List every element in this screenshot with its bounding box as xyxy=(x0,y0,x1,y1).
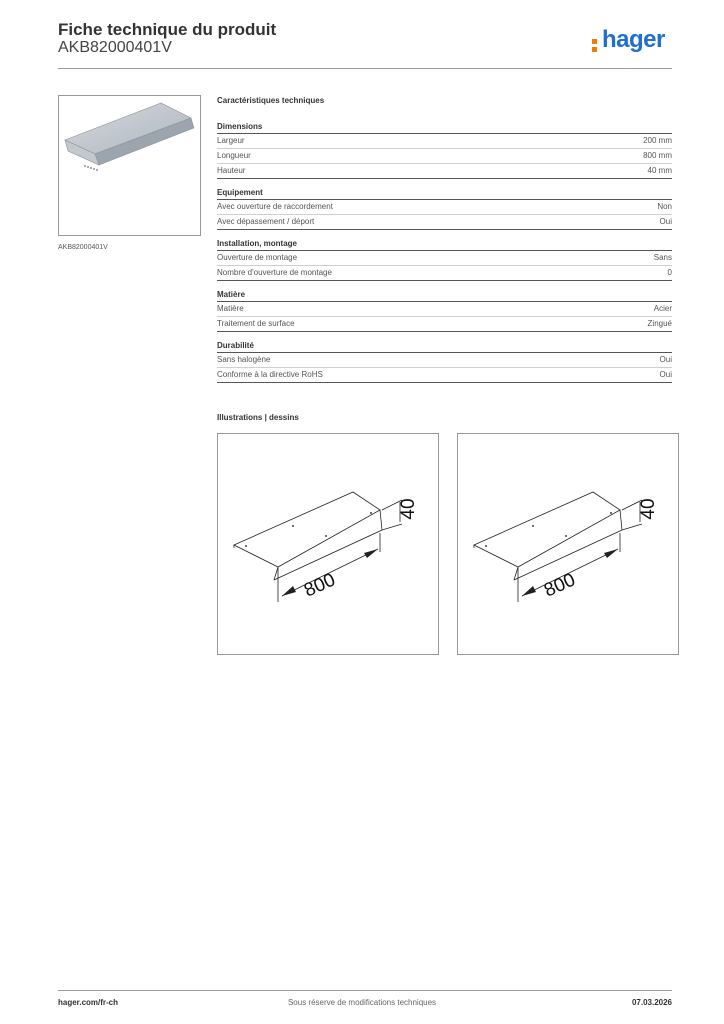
product-image-caption: AKB82000401V xyxy=(58,244,108,251)
footer-website-link[interactable]: hager.com/fr-ch xyxy=(58,998,119,1007)
spec-label: Ouverture de montage xyxy=(217,253,298,262)
spec-row xyxy=(217,266,672,281)
spec-label: Matière xyxy=(217,304,244,313)
spec-section-durability xyxy=(217,340,672,383)
section-title: Equipement xyxy=(217,187,672,200)
spec-value: Oui xyxy=(659,217,672,226)
spec-section-equipment xyxy=(217,187,672,230)
spec-row xyxy=(217,368,672,383)
technical-specs xyxy=(217,96,672,391)
spec-row xyxy=(217,251,672,266)
spec-row xyxy=(217,353,672,368)
spec-value: 800 mm xyxy=(643,151,672,160)
dimension-drawing xyxy=(218,434,438,654)
spec-row xyxy=(217,215,672,230)
spec-label: Longueur xyxy=(217,151,251,160)
spec-section-dimensions xyxy=(217,121,672,179)
spec-row xyxy=(217,164,672,179)
cover-plate-illustration xyxy=(59,96,200,235)
spec-label: Sans halogène xyxy=(217,355,271,364)
page-title: Fiche technique du produit xyxy=(58,20,277,39)
spec-label: Avec dépassement / déport xyxy=(217,217,315,226)
spec-label: Nombre d'ouverture de montage xyxy=(217,268,332,277)
illustrations-title: Illustrations | dessins xyxy=(217,413,299,422)
spec-row xyxy=(217,149,672,164)
spec-label: Avec ouverture de raccordement xyxy=(217,202,333,211)
spec-value: 40 mm xyxy=(647,166,672,175)
spec-label: Largeur xyxy=(217,136,245,145)
spec-value: Acier xyxy=(653,304,672,313)
section-title: Dimensions xyxy=(217,121,672,134)
header-divider xyxy=(58,68,672,69)
spec-row xyxy=(217,134,672,149)
spec-row xyxy=(217,200,672,215)
logo-text: hager xyxy=(602,26,665,53)
length-dimension-label: 800 xyxy=(541,569,579,602)
spec-label: Conforme à la directive RoHS xyxy=(217,370,323,379)
hager-logo xyxy=(592,26,674,58)
spec-section-installation xyxy=(217,238,672,281)
section-title: Installation, montage xyxy=(217,238,672,251)
footer-notice: Sous réserve de modifications techniques xyxy=(287,998,437,1007)
spec-value: 0 xyxy=(667,268,672,277)
spec-value: 200 mm xyxy=(643,136,672,145)
height-dimension-label: 40 xyxy=(638,498,659,520)
specs-title: Caractéristiques techniques xyxy=(217,96,325,105)
spec-row xyxy=(217,302,672,317)
spec-label: Hauteur xyxy=(217,166,246,175)
spec-value: Zingué xyxy=(647,319,672,328)
technical-drawing-2 xyxy=(457,433,679,655)
technical-drawing-1 xyxy=(217,433,439,655)
section-title: Durabilité xyxy=(217,340,672,353)
spec-row xyxy=(217,317,672,332)
spec-section-material xyxy=(217,289,672,332)
section-title: Matière xyxy=(217,289,672,302)
height-dimension-label: 40 xyxy=(398,498,419,520)
footer-date: 07.03.2026 xyxy=(631,998,672,1007)
spec-value: Oui xyxy=(659,370,672,379)
spec-value: Oui xyxy=(659,355,672,364)
product-code: AKB82000401V xyxy=(58,39,172,56)
length-dimension-label: 800 xyxy=(301,569,339,602)
dimension-drawing xyxy=(458,434,678,654)
product-image xyxy=(58,95,201,236)
logo-dot-bottom xyxy=(592,47,597,52)
spec-value: Non xyxy=(657,202,672,211)
spec-label: Traitement de surface xyxy=(217,319,295,328)
spec-value: Sans xyxy=(653,253,672,262)
logo-dot-top xyxy=(592,39,597,44)
footer-divider xyxy=(58,990,672,991)
